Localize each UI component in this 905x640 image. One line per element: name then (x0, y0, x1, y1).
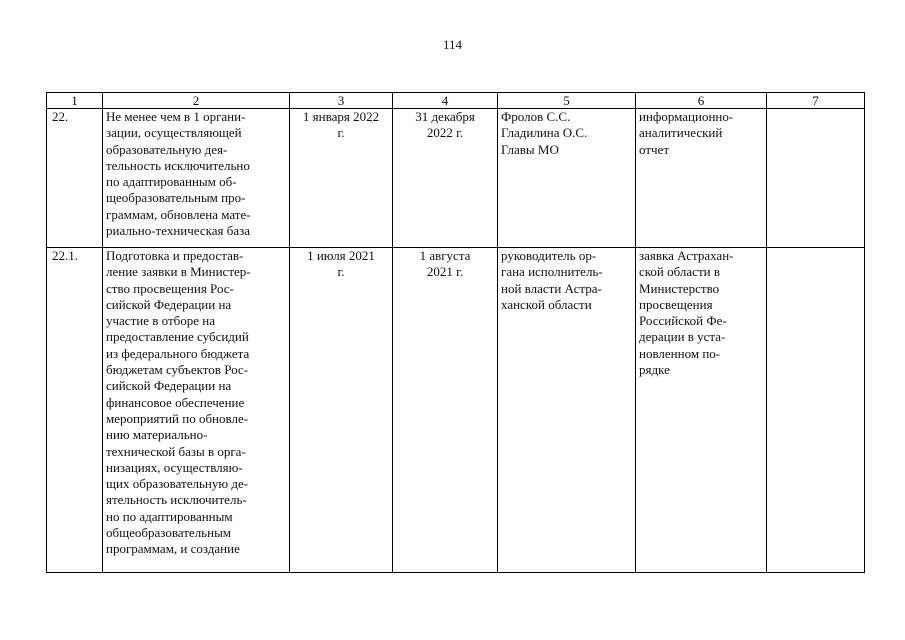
end-date: 31 декабря 2022 г. (393, 109, 498, 248)
end-date: 1 августа 2021 г. (393, 248, 498, 573)
result-document: информационно- аналитический отчет (636, 109, 767, 248)
start-date: 1 июля 2021 г. (290, 248, 393, 573)
column-header: 4 (393, 93, 498, 109)
column-7-cell (767, 109, 865, 248)
responsible-persons: Фролов С.С. Гладилина О.С. Главы МО (498, 109, 636, 248)
start-date: 1 января 2022 г. (290, 109, 393, 248)
row-number: 22.1. (47, 248, 103, 573)
task-description: Подготовка и предостав- ление заявки в Министер- ство просвещения Рос- сийской Федерации на участие в отборе на предоставление субсидий из федерального бюджета бюджетам субъектов Рос- сийской Федерации на финансовое обеспечение мероприятий по обновле- нию материально- технической базы в орга- низациях, осуществляю- щих образовательную де- ятельность исключитель- но по адаптированным общеобразовательным программам, и создание (103, 248, 290, 573)
result-document: заявка Астрахан- ской области в Министерство просвещения Российской Фе- дерации в уста- новленном по- рядке (636, 248, 767, 573)
column-header: 6 (636, 93, 767, 109)
column-header: 2 (103, 93, 290, 109)
column-header: 3 (290, 93, 393, 109)
page-number: 114 (442, 37, 463, 52)
column-header: 1 (47, 93, 103, 109)
responsible-persons: руководитель ор- гана исполнитель- ной власти Астра- ханской области (498, 248, 636, 573)
plan-table (46, 92, 865, 573)
table-row (47, 109, 865, 248)
table-row (47, 248, 865, 573)
table-header-row (47, 93, 865, 109)
task-description: Не менее чем в 1 органи- зации, осуществляющей образовательную дея- тельность исключительно по адаптированным об- щеобразовательным про- граммам, обновлена мате- риально-техническая база (103, 109, 290, 248)
column-header: 7 (767, 93, 865, 109)
column-header: 5 (498, 93, 636, 109)
column-7-cell (767, 248, 865, 573)
row-number: 22. (47, 109, 103, 248)
